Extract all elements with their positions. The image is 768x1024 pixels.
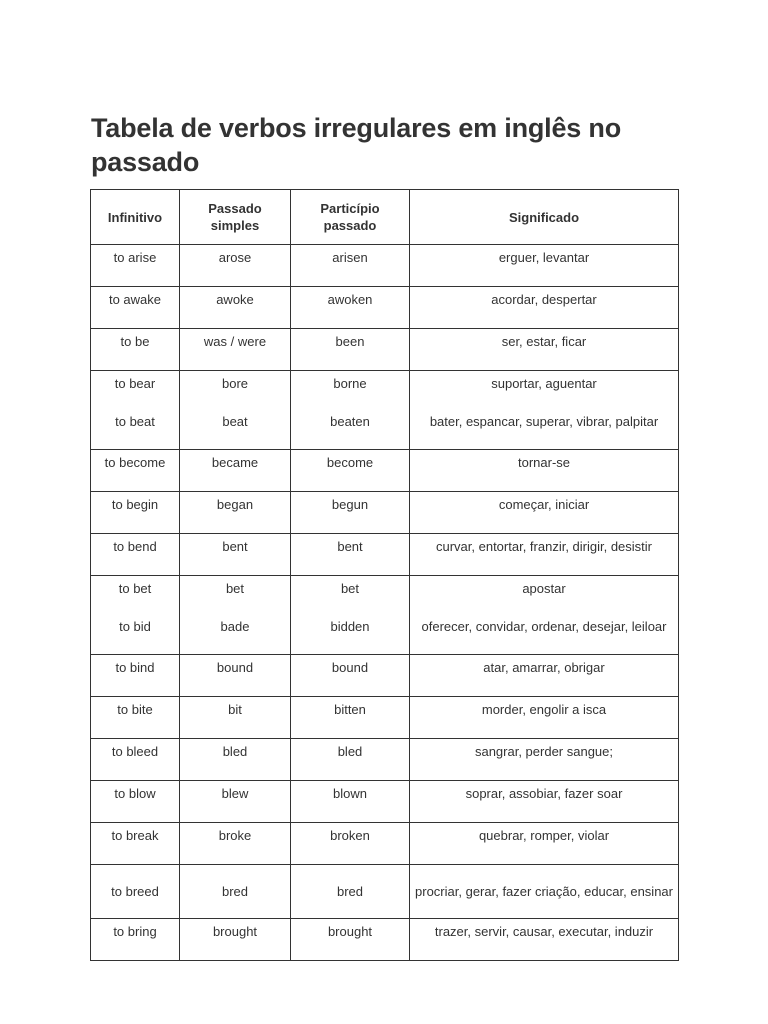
cell-infinitive: to become [91,450,180,492]
cell-participle [291,576,410,655]
header-meaning: Significado [410,190,679,245]
cell-participle: broken [291,823,410,865]
cell-past: was / were [180,329,291,371]
cell-line: to bear [114,376,156,391]
table-row [91,781,679,823]
cell-line: bet [340,581,360,596]
cell-participle: bred [291,865,410,919]
header-past-participle: Particípio passado [291,190,410,245]
cell-past: began [180,492,291,534]
cell-participle: been [291,329,410,371]
cell-line: bater, espancar, superar, vibrar, palpitar [429,414,659,429]
cell-participle: blown [291,781,410,823]
cell-past: bent [180,534,291,576]
cell-meaning: erguer, levantar [410,245,679,287]
cell-meaning: morder, engolir a isca [410,697,679,739]
cell-meaning: ser, estar, ficar [410,329,679,371]
cell-line: to bet [118,581,152,596]
cell-line: oferecer, convidar, ordenar, desejar, leiloar [421,619,667,634]
cell-meaning: atar, amarrar, obrigar [410,655,679,697]
cell-infinitive: to awake [91,287,180,329]
cell-meaning: procriar, gerar, fazer criação, educar, ensinar [410,865,679,919]
table-row [91,655,679,697]
table-row [91,739,679,781]
cell-line: apostar [522,581,566,596]
table-row [91,245,679,287]
cell-past: arose [180,245,291,287]
table-row [91,371,679,450]
cell-past: bound [180,655,291,697]
table-row [91,329,679,371]
table-row [91,534,679,576]
cell-line: to bid [119,619,151,634]
cell-infinitive [91,576,180,655]
cell-infinitive [91,371,180,450]
cell-participle: begun [291,492,410,534]
cell-infinitive: to breed [91,865,180,919]
cell-past: bit [180,697,291,739]
cell-past: bred [180,865,291,919]
cell-participle: arisen [291,245,410,287]
cell-past: became [180,450,291,492]
cell-line: bade [220,619,250,634]
cell-past: brought [180,919,291,961]
table-row [91,919,679,961]
header-past-simple: Passado simples [180,190,291,245]
cell-meaning [410,371,679,450]
cell-meaning: começar, iniciar [410,492,679,534]
cell-line: bidden [330,619,370,634]
cell-line: bet [225,581,245,596]
table-row [91,865,679,919]
cell-line: to beat [115,414,155,429]
cell-line: borne [333,376,367,391]
cell-line: beaten [330,414,370,429]
cell-infinitive: to blow [91,781,180,823]
cell-line: bore [221,376,249,391]
cell-past: awoke [180,287,291,329]
cell-meaning: soprar, assobiar, fazer soar [410,781,679,823]
table-row [91,697,679,739]
cell-participle: brought [291,919,410,961]
cell-infinitive: to be [91,329,180,371]
cell-meaning: tornar-se [410,450,679,492]
table-row [91,450,679,492]
cell-past: blew [180,781,291,823]
header-infinitive: Infinitivo [91,190,180,245]
cell-meaning: quebrar, romper, violar [410,823,679,865]
cell-participle: bound [291,655,410,697]
cell-infinitive: to bind [91,655,180,697]
cell-infinitive: to bite [91,697,180,739]
cell-meaning: curvar, entortar, franzir, dirigir, desistir [410,534,679,576]
irregular-verbs-table [90,189,679,961]
cell-infinitive: to begin [91,492,180,534]
cell-meaning [410,576,679,655]
table-row [91,823,679,865]
page-title: Tabela de verbos irregulares em inglês no passado [91,113,621,177]
table-header-row [91,190,679,245]
cell-meaning: sangrar, perder sangue; [410,739,679,781]
table-row [91,287,679,329]
cell-participle: awoken [291,287,410,329]
cell-meaning: acordar, despertar [410,287,679,329]
cell-participle: bled [291,739,410,781]
cell-past [180,576,291,655]
cell-meaning: trazer, servir, causar, executar, induzir [410,919,679,961]
cell-participle: become [291,450,410,492]
cell-past: broke [180,823,291,865]
table-row [91,576,679,655]
cell-past [180,371,291,450]
cell-line: suportar, aguentar [491,376,597,391]
cell-participle: bitten [291,697,410,739]
cell-infinitive: to bend [91,534,180,576]
cell-line: beat [222,414,248,429]
cell-infinitive: to break [91,823,180,865]
cell-infinitive: to bring [91,919,180,961]
cell-infinitive: to bleed [91,739,180,781]
cell-participle: bent [291,534,410,576]
cell-past: bled [180,739,291,781]
table-row [91,492,679,534]
cell-participle [291,371,410,450]
cell-infinitive: to arise [91,245,180,287]
